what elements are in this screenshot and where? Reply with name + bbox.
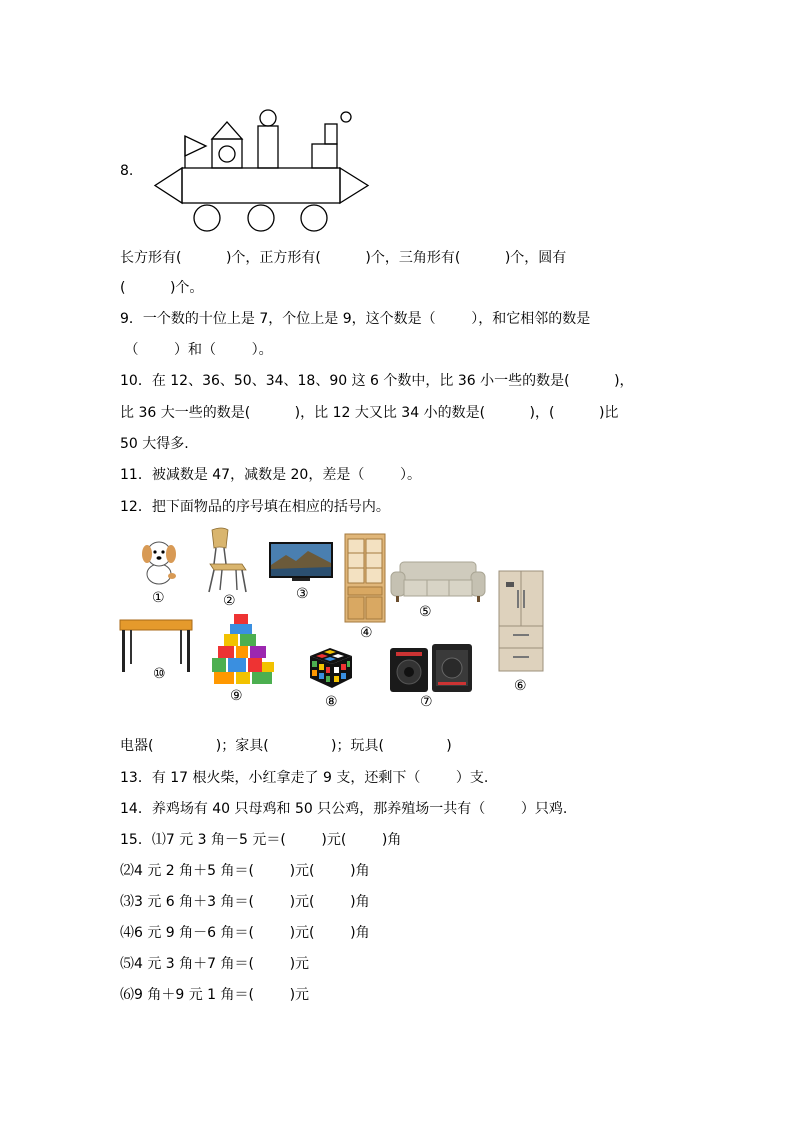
q10-line3: 50 大得多. [120,436,189,452]
q8-line1: 长方形有( )个，正方形有( )个，三角形有( )个，圆有 [120,250,567,266]
stack-upper-rectangle [325,124,337,144]
speaker-image [388,642,474,696]
wheel-1-circle [194,205,220,231]
blocks-label: ⑨ [230,688,243,704]
cube-label: ⑧ [325,694,338,710]
tv-image [268,541,334,583]
fridge-image [498,570,544,674]
train-shapes-figure [150,108,380,236]
sofa-image [390,560,486,604]
q12-answer-line: 电器( )；家具( )；玩具( ) [120,738,452,754]
dog-label: ① [152,590,165,606]
q8-line2: ( )个。 [120,280,204,296]
smoke-circle [341,112,351,122]
q8-number: 8. [120,163,134,179]
cabin-window-circle [219,146,235,162]
q15-line2: ⑵4 元 2 角＋5 角＝( )元( )角 [120,863,370,879]
speaker-label: ⑦ [420,694,433,710]
train-right-triangle [340,168,368,203]
table-label: ⑩ [153,666,166,682]
q9-line2: （ ）和（ ）。 [120,342,273,358]
chimney-rectangle [258,126,278,168]
cabinet-image [344,533,386,625]
rubiks-cube-image [308,646,354,690]
tv-label: ③ [296,586,309,602]
fridge-label: ⑥ [514,678,527,694]
building-blocks-image [210,612,276,688]
wheel-2-circle [248,205,274,231]
chair-image [204,526,250,596]
stack-lower-square [312,144,337,168]
train-left-triangle [155,168,182,203]
sofa-label: ⑤ [419,604,432,620]
q14-line1: 14．养鸡场有 40 只母鸡和 50 只公鸡，那养殖场一共有（ ）只鸡. [120,801,568,817]
q13-line1: 13．有 17 根火柴，小红拿走了 9 支，还剩下（ ）支. [120,770,489,786]
train-body-rectangle [182,168,340,203]
q12-line1: 12．把下面物品的序号填在相应的括号内。 [120,499,390,515]
cabinet-label: ④ [360,625,373,641]
q15-line6: ⑹9 角＋9 元 1 角＝( )元 [120,987,310,1003]
q15-line5: ⑸4 元 3 角＋7 角＝( )元 [120,956,310,972]
dog-toy-image [138,538,180,586]
q15-line3: ⑶3 元 6 角＋3 角＝( )元( )角 [120,894,370,910]
q10-line1: 10．在 12、36、50、34、18、90 这 6 个数中，比 36 小一些的数是( )， [120,373,634,389]
cabin-roof-triangle [212,122,242,139]
flag-triangle [185,136,206,156]
cabin-square [212,139,242,168]
chimney-circle [260,110,276,126]
q11-line1: 11．被减数是 47，减数是 20，差是（ ）。 [120,467,421,483]
chair-label: ② [223,593,236,609]
q15-line4: ⑷6 元 9 角－6 角＝( )元( )角 [120,925,370,941]
q9-line1: 9．一个数的十位上是 7，个位上是 9，这个数是（ ），和它相邻的数是 [120,311,591,327]
q10-line2: 比 36 大一些的数是( )，比 12 大又比 34 小的数是( )，( )比 [120,405,619,421]
wheel-3-circle [301,205,327,231]
q15-line1: 15．⑴7 元 3 角－5 元＝( )元( )角 [120,832,402,848]
